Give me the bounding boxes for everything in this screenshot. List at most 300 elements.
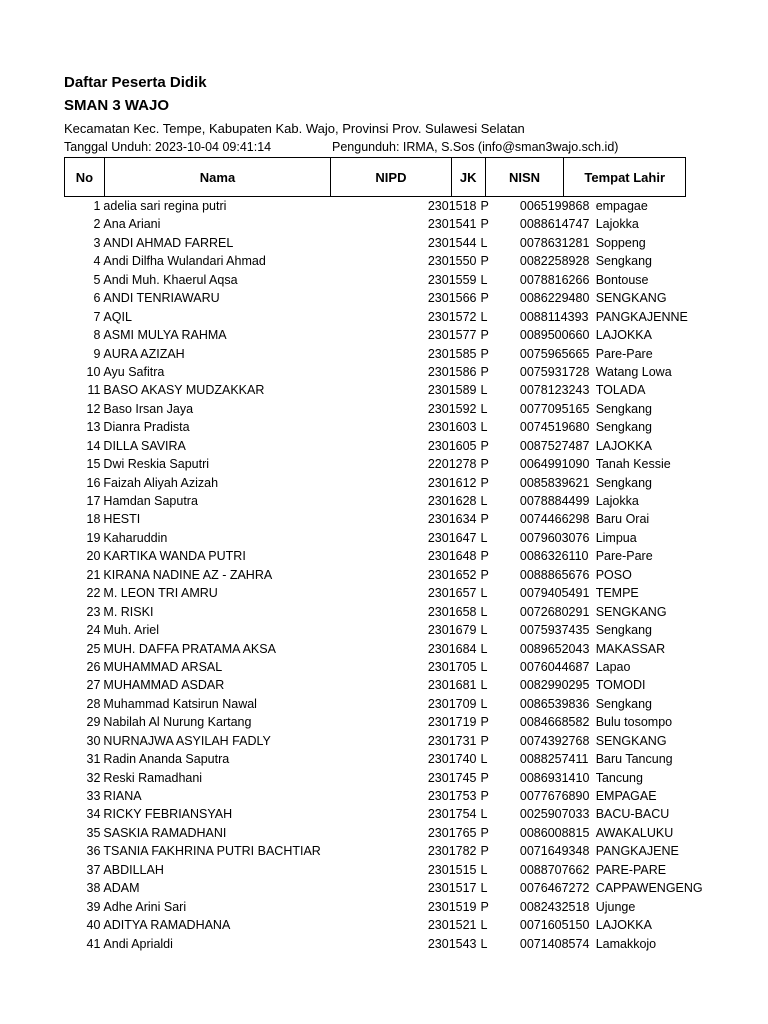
cell-nipd: 2301684 [427, 641, 477, 656]
cell-nisn: 0074466298 [519, 512, 590, 527]
table-row [64, 381, 704, 399]
cell-tempat-lahir: Sengkang [595, 696, 652, 711]
cell-nama: Adhe Arini Sari [103, 899, 187, 914]
cell-tempat-lahir: Ujunge [595, 899, 636, 914]
cell-nisn: 0086931410 [519, 770, 590, 785]
cell-no: 7 [93, 309, 101, 324]
cell-tempat-lahir: Baru Orai [595, 512, 650, 527]
cell-no: 17 [86, 494, 101, 508]
cell-no: 26 [86, 659, 101, 674]
cell-tempat-lahir: LAJOKKA [595, 328, 652, 343]
cell-jk: P [480, 457, 489, 472]
cell-nisn: 0074519680 [519, 420, 590, 435]
cell-jk: P [480, 199, 489, 213]
table-row [64, 621, 704, 639]
cell-no: 40 [86, 918, 101, 933]
cell-nisn: 0075937435 [519, 623, 590, 638]
cell-nisn: 0079603076 [519, 530, 590, 545]
cell-nipd: 2301740 [427, 752, 477, 767]
cell-jk: P [480, 844, 489, 859]
cell-nisn: 0079405491 [519, 586, 590, 601]
cell-nisn: 0088865676 [519, 567, 590, 582]
cell-nipd: 2301745 [427, 770, 477, 785]
downloader-info: Pengunduh: IRMA, S.Sos (info@sman3wajo.sch.id) [332, 140, 619, 154]
cell-no: 23 [86, 604, 101, 619]
table-row [64, 510, 704, 528]
cell-jk: L [480, 936, 488, 951]
table-row [64, 879, 704, 897]
cell-jk: P [480, 217, 489, 232]
cell-nisn: 0064991090 [519, 457, 590, 472]
table-row [64, 289, 704, 307]
cell-no: 16 [86, 475, 101, 490]
cell-nisn: 0084668582 [519, 715, 590, 730]
cell-nama: AQIL [103, 309, 132, 324]
cell-nisn: 0086539836 [519, 696, 590, 711]
cell-tempat-lahir: SENGKANG [595, 604, 667, 619]
cell-nipd: 2301541 [427, 217, 477, 232]
cell-nisn: 0065199868 [519, 199, 590, 213]
cell-nama: MUHAMMAD ASDAR [103, 678, 225, 693]
cell-tempat-lahir: SENGKANG [595, 291, 667, 306]
cell-nisn: 0072680291 [519, 604, 590, 619]
table-row [64, 252, 704, 270]
cell-nama: DILLA SAVIRA [103, 438, 186, 453]
cell-nama: ABDILLAH [103, 862, 164, 877]
header-jk: JK [452, 158, 486, 196]
cell-nama: Radin Ananda Saputra [103, 752, 230, 767]
cell-no: 4 [93, 254, 101, 269]
cell-nisn: 0086008815 [519, 825, 590, 840]
cell-no: 22 [86, 586, 101, 601]
cell-nama: Ana Ariani [103, 217, 161, 232]
cell-tempat-lahir: Baru Tancung [595, 752, 673, 767]
cell-no: 11 [87, 383, 101, 398]
cell-tempat-lahir: Lamakkojo [595, 936, 657, 951]
cell-no: 14 [86, 438, 101, 453]
cell-nisn: 0078884499 [519, 494, 590, 508]
cell-tempat-lahir: Pare-Pare [595, 549, 653, 564]
cell-tempat-lahir: Sengkang [595, 420, 652, 435]
cell-nama: Andi Aprialdi [103, 936, 173, 951]
cell-nipd: 2301681 [427, 678, 477, 693]
table-row [64, 787, 704, 805]
cell-nipd: 2301634 [427, 512, 477, 527]
cell-nama: BASO AKASY MUDZAKKAR [103, 383, 265, 398]
table-row [64, 529, 704, 547]
cell-nama: Reski Ramadhani [103, 770, 203, 785]
cell-nisn: 0088257411 [519, 752, 589, 767]
cell-nipd: 2301515 [427, 862, 477, 877]
cell-jk: P [480, 715, 489, 730]
cell-nipd: 2301709 [427, 696, 477, 711]
cell-nama: SASKIA RAMADHANI [103, 825, 227, 840]
cell-nipd: 2301731 [427, 733, 477, 748]
cell-nama: ADAM [103, 881, 140, 896]
cell-nipd: 2301585 [427, 346, 477, 361]
table-row [64, 713, 704, 731]
cell-nisn: 0076467272 [519, 881, 590, 896]
table-row [64, 492, 704, 510]
cell-jk: L [480, 862, 488, 877]
cell-tempat-lahir: Sengkang [595, 623, 652, 638]
cell-jk: P [480, 567, 489, 582]
cell-no: 25 [86, 641, 101, 656]
cell-nisn: 0074392768 [519, 733, 590, 748]
table-row [64, 197, 704, 215]
cell-nama: Ayu Safitra [103, 364, 165, 379]
cell-nipd: 2301605 [427, 438, 477, 453]
table-row [64, 400, 704, 418]
cell-tempat-lahir: Sengkang [595, 254, 652, 269]
cell-tempat-lahir: Tanah Kessie [595, 457, 671, 472]
cell-tempat-lahir: Bontouse [595, 272, 649, 287]
cell-nipd: 2301765 [427, 825, 477, 840]
cell-jk: P [480, 291, 489, 306]
cell-tempat-lahir: TEMPE [595, 586, 639, 601]
cell-nipd: 2301719 [427, 715, 477, 730]
cell-jk: L [480, 881, 488, 896]
cell-no: 15 [86, 457, 101, 472]
cell-nama: NURNAJWA ASYILAH FADLY [103, 733, 271, 748]
cell-jk: L [480, 309, 488, 324]
table-row [64, 658, 704, 676]
header-nipd: NIPD [331, 158, 452, 196]
cell-jk: P [480, 549, 489, 564]
cell-nipd: 2301577 [427, 328, 477, 343]
cell-tempat-lahir: Tancung [595, 770, 643, 785]
cell-no: 39 [86, 899, 101, 914]
table-row [64, 805, 704, 823]
cell-nisn: 0082432518 [519, 899, 590, 914]
cell-jk: P [480, 438, 489, 453]
cell-tempat-lahir: TOLADA [595, 383, 646, 398]
cell-nipd: 2301518 [427, 199, 477, 213]
table-row [64, 566, 704, 584]
location-line: Kecamatan Kec. Tempe, Kabupaten Kab. Wajo, Provinsi Prov. Sulawesi Selatan [64, 121, 525, 136]
table-row [64, 824, 704, 842]
cell-nisn: 0087527487 [519, 438, 590, 453]
cell-no: 19 [86, 530, 101, 545]
cell-tempat-lahir: EMPAGAE [595, 789, 657, 803]
cell-no: 30 [86, 733, 101, 748]
cell-no: 21 [86, 567, 101, 582]
table-row [64, 326, 704, 344]
cell-nama: ANDI AHMAD FARREL [103, 235, 234, 250]
cell-nisn: 0075931728 [519, 364, 590, 379]
cell-tempat-lahir: Bulu tosompo [595, 715, 673, 730]
cell-nipd: 2301517 [427, 881, 477, 896]
cell-nisn: 0089500660 [519, 328, 590, 343]
cell-nipd: 2301519 [427, 899, 477, 914]
table-row [64, 769, 704, 787]
cell-nama: M. RISKI [103, 604, 154, 619]
cell-nipd: 2301628 [427, 494, 477, 508]
cell-jk: P [480, 899, 489, 914]
cell-jk: L [480, 235, 488, 250]
cell-tempat-lahir: AWAKALUKU [595, 825, 674, 840]
cell-no: 41 [86, 936, 101, 951]
cell-no: 5 [93, 272, 101, 287]
cell-jk: L [480, 530, 488, 545]
cell-nipd: 2301603 [427, 420, 477, 435]
cell-no: 37 [86, 862, 101, 877]
cell-tempat-lahir: PANGKAJENNE [595, 309, 688, 324]
cell-no: 31 [86, 752, 101, 767]
cell-nisn: 0086229480 [519, 291, 590, 306]
cell-nama: ADITYA RAMADHANA [103, 918, 231, 933]
cell-nisn: 0078123243 [519, 383, 590, 398]
cell-nama: Faizah Aliyah Azizah [103, 475, 219, 490]
cell-nama: Andi Muh. Khaerul Aqsa [103, 272, 238, 287]
cell-nisn: 0076044687 [519, 659, 590, 674]
table-row [64, 308, 704, 326]
cell-nama: TSANIA FAKHRINA PUTRI BACHTIAR [103, 844, 321, 859]
cell-nisn: 0071605150 [519, 918, 590, 933]
cell-nipd: 2301521 [427, 918, 477, 933]
cell-no: 33 [86, 789, 101, 803]
cell-no: 24 [86, 623, 101, 638]
table-row [64, 418, 704, 436]
cell-nisn: 0085839621 [519, 475, 590, 490]
cell-tempat-lahir: Watang Lowa [595, 364, 672, 379]
cell-jk: L [480, 604, 488, 619]
cell-nama: KIRANA NADINE AZ - ZAHRA [103, 567, 273, 582]
cell-jk: L [480, 420, 488, 435]
cell-nama: adelia sari regina putri [103, 199, 227, 213]
cell-jk: P [480, 254, 489, 269]
cell-no: 35 [86, 825, 101, 840]
table-row [64, 916, 704, 934]
school-name: SMAN 3 WAJO [64, 97, 170, 114]
cell-no: 1 [93, 199, 101, 213]
cell-nama: ASMI MULYA RAHMA [103, 328, 227, 343]
cell-nama: KARTIKA WANDA PUTRI [103, 549, 246, 564]
cell-nama: MUH. DAFFA PRATAMA AKSA [103, 641, 276, 656]
cell-no: 12 [86, 401, 101, 416]
cell-nama: AURA AZIZAH [103, 346, 185, 361]
header-nama: Nama [105, 158, 331, 196]
cell-nama: ANDI TENRIAWARU [103, 291, 220, 306]
table-row [64, 547, 704, 565]
cell-nisn: 0078631281 [519, 235, 590, 250]
cell-jk: P [480, 346, 489, 361]
cell-jk: L [480, 696, 488, 711]
cell-nama: Muhammad Katsirun Nawal [103, 696, 257, 711]
cell-jk: L [480, 401, 488, 416]
cell-no: 36 [86, 844, 101, 859]
table-row [64, 437, 704, 455]
cell-tempat-lahir: PANGKAJENE [595, 844, 679, 859]
cell-nipd: 2301592 [427, 401, 477, 416]
cell-nisn: 0071408574 [519, 936, 590, 951]
cell-nisn: 0082258928 [519, 254, 590, 269]
table-row [64, 271, 704, 289]
cell-nisn: 0086326110 [519, 549, 589, 564]
cell-nama: Andi Dilfha Wulandari Ahmad [103, 254, 266, 269]
cell-nipd: 2301543 [427, 936, 477, 951]
cell-nipd: 2301559 [427, 272, 477, 287]
cell-nipd: 2301705 [427, 659, 477, 674]
table-row [64, 935, 704, 953]
cell-tempat-lahir: Lajokka [595, 494, 639, 508]
table-row [64, 603, 704, 621]
table-row [64, 474, 704, 492]
cell-nama: Nabilah Al Nurung Kartang [103, 715, 252, 730]
download-date: Tanggal Unduh: 2023-10-04 09:41:14 [64, 140, 272, 154]
table-row [64, 861, 704, 879]
document-title: Daftar Peserta Didik [64, 74, 207, 91]
cell-no: 28 [86, 696, 101, 711]
cell-no: 18 [86, 512, 101, 527]
cell-nisn: 0088114393 [519, 309, 589, 324]
table-row [64, 215, 704, 233]
table-row [64, 676, 704, 694]
table-row [64, 584, 704, 602]
cell-nama: Hamdan Saputra [103, 494, 198, 508]
cell-no: 34 [86, 807, 101, 822]
cell-nisn: 0077676890 [519, 789, 590, 803]
table-row [64, 898, 704, 916]
cell-nama: MUHAMMAD ARSAL [103, 659, 223, 674]
student-table-body [64, 197, 704, 953]
header-no: No [65, 158, 105, 196]
header-nisn: NISN [486, 158, 565, 196]
cell-jk: P [480, 328, 489, 343]
cell-tempat-lahir: Sengkang [595, 475, 652, 490]
cell-no: 32 [86, 770, 101, 785]
cell-nama: HESTI [103, 512, 141, 527]
cell-no: 9 [93, 346, 101, 361]
cell-tempat-lahir: CAPPAWENGENG [595, 881, 703, 896]
cell-tempat-lahir: Lapao [595, 659, 631, 674]
cell-nipd: 2301657 [427, 586, 477, 601]
cell-nama: M. LEON TRI AMRU [103, 586, 218, 601]
cell-jk: L [480, 641, 488, 656]
cell-no: 20 [86, 549, 101, 564]
cell-nipd: 2301753 [427, 789, 477, 803]
cell-jk: L [480, 586, 488, 601]
cell-nipd: 2301544 [427, 235, 477, 250]
table-row [64, 455, 704, 473]
cell-jk: P [480, 733, 489, 748]
cell-jk: L [480, 807, 488, 822]
cell-nisn: 0077095165 [519, 401, 590, 416]
cell-jk: P [480, 789, 489, 803]
cell-jk: P [480, 512, 489, 527]
cell-nipd: 2301658 [427, 604, 477, 619]
cell-jk: P [480, 770, 489, 785]
cell-no: 2 [93, 217, 101, 232]
cell-no: 8 [93, 328, 101, 343]
cell-tempat-lahir: POSO [595, 567, 632, 582]
cell-nama: RICKY FEBRIANSYAH [103, 807, 233, 822]
cell-jk: L [480, 678, 488, 693]
cell-nipd: 2201278 [427, 457, 477, 472]
cell-nipd: 2301754 [427, 807, 477, 822]
table-row [64, 640, 704, 658]
cell-jk: L [480, 918, 488, 933]
table-header [64, 157, 686, 197]
cell-nisn: 0071649348 [519, 844, 590, 859]
cell-tempat-lahir: Pare-Pare [595, 346, 653, 361]
cell-nipd: 2301566 [427, 291, 477, 306]
table-row [64, 345, 704, 363]
cell-nipd: 2301589 [427, 383, 477, 398]
cell-tempat-lahir: Lajokka [595, 217, 639, 232]
cell-no: 10 [86, 364, 101, 379]
cell-tempat-lahir: Soppeng [595, 235, 646, 250]
cell-jk: P [480, 825, 489, 840]
table-row [64, 234, 704, 252]
cell-nipd: 2301647 [427, 530, 477, 545]
cell-nipd: 2301572 [427, 309, 477, 324]
cell-nama: Baso Irsan Jaya [103, 401, 194, 416]
cell-tempat-lahir: LAJOKKA [595, 918, 652, 933]
cell-tempat-lahir: Sengkang [595, 401, 652, 416]
table-row [64, 732, 704, 750]
cell-jk: L [480, 383, 488, 398]
cell-tempat-lahir: Limpua [595, 530, 637, 545]
cell-tempat-lahir: empagae [595, 199, 648, 213]
cell-jk: P [480, 475, 489, 490]
cell-nipd: 2301550 [427, 254, 477, 269]
cell-nisn: 0088614747 [519, 217, 590, 232]
header-tempat-lahir: Tempat Lahir [584, 169, 666, 185]
cell-tempat-lahir: BACU-BACU [595, 807, 670, 822]
cell-nama: Muh. Ariel [103, 623, 160, 638]
table-row [64, 750, 704, 768]
cell-nipd: 2301782 [427, 844, 477, 859]
cell-nama: Dianra Pradista [103, 420, 190, 435]
cell-nisn: 0088707662 [519, 862, 590, 877]
cell-nipd: 2301679 [427, 623, 477, 638]
cell-nipd: 2301648 [427, 549, 477, 564]
cell-jk: L [480, 272, 488, 287]
cell-nipd: 2301612 [427, 475, 477, 490]
cell-nipd: 2301652 [427, 567, 477, 582]
cell-nama: Kaharuddin [103, 530, 168, 545]
cell-nisn: 0089652043 [519, 641, 590, 656]
cell-tempat-lahir: TOMODI [595, 678, 646, 693]
cell-jk: P [480, 364, 489, 379]
cell-nisn: 0075965665 [519, 346, 590, 361]
cell-tempat-lahir: LAJOKKA [595, 438, 652, 453]
table-row [64, 695, 704, 713]
cell-nisn: 0078816266 [519, 272, 590, 287]
cell-no: 38 [86, 881, 101, 896]
cell-tempat-lahir: SENGKANG [595, 733, 667, 748]
cell-jk: L [480, 623, 488, 638]
table-row [64, 842, 704, 860]
table-row [64, 363, 704, 381]
cell-jk: L [480, 659, 488, 674]
cell-jk: L [480, 494, 488, 508]
cell-no: 3 [93, 235, 101, 250]
cell-no: 29 [86, 715, 101, 730]
cell-nama: Dwi Reskia Saputri [103, 457, 210, 472]
cell-jk: L [480, 752, 488, 767]
cell-tempat-lahir: MAKASSAR [595, 641, 666, 656]
cell-nama: RIANA [103, 789, 142, 803]
cell-no: 6 [93, 291, 101, 306]
cell-nisn: 0025907033 [519, 807, 590, 822]
cell-nisn: 0082990295 [519, 678, 590, 693]
cell-tempat-lahir: PARE-PARE [595, 862, 667, 877]
cell-no: 27 [86, 678, 101, 693]
cell-no: 13 [86, 420, 101, 435]
cell-nipd: 2301586 [427, 364, 477, 379]
